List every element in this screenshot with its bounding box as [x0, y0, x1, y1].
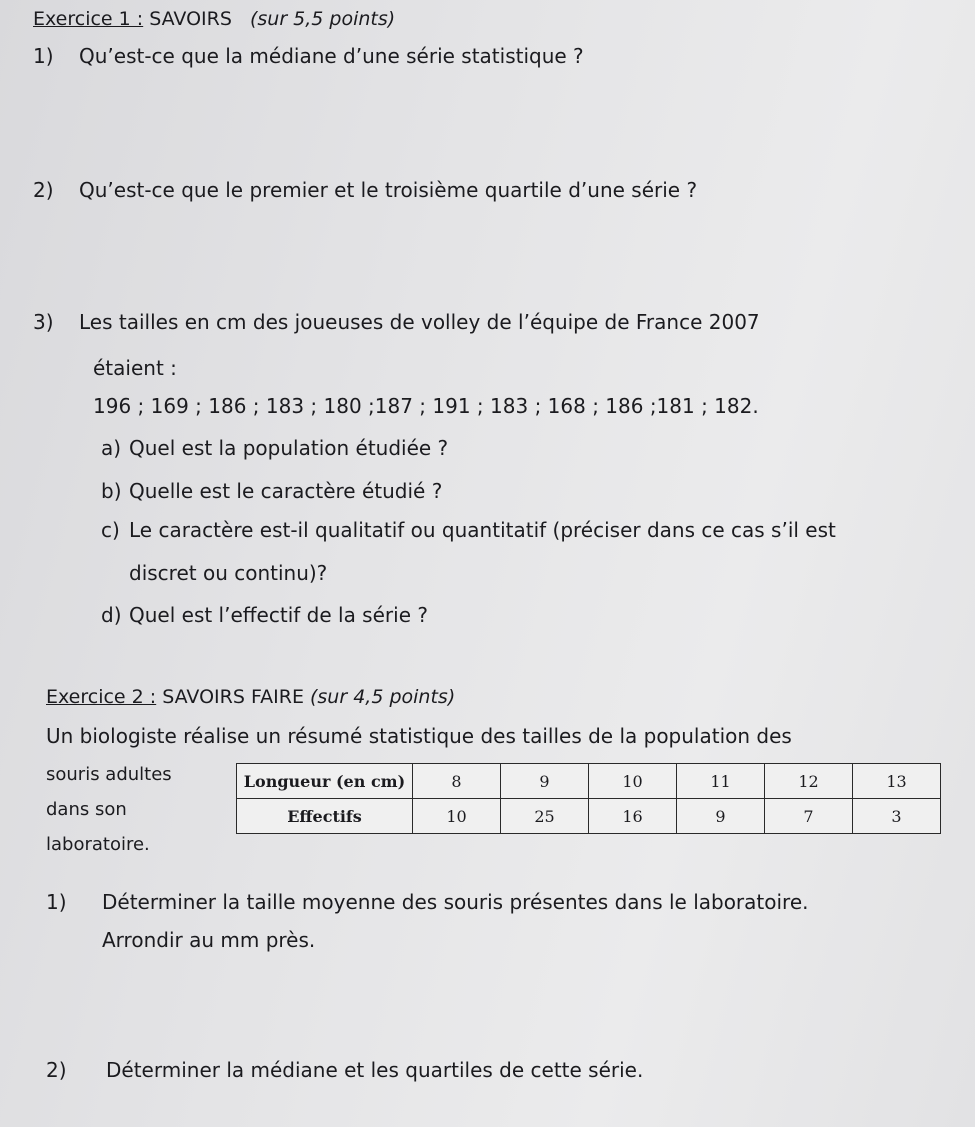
table-cell: 3: [853, 799, 941, 834]
ex1-question-3: [33, 310, 760, 334]
mice-length-table: [236, 763, 941, 834]
table-header-length: Longueur (en cm): [237, 764, 413, 799]
ex1-q1-number: 1): [33, 44, 54, 68]
ex1-q3-d-text: Quel est l’effectif de la série ?: [129, 603, 428, 627]
ex1-q3-c-label: c): [101, 518, 120, 542]
ex2-intro-line-2: dans son: [46, 799, 127, 820]
table-cell: 9: [501, 764, 589, 799]
exercise-1-header: [33, 8, 395, 30]
table-cell: 8: [413, 764, 501, 799]
ex2-question-2: [46, 1058, 643, 1082]
ex1-q2-number: 2): [33, 178, 54, 202]
ex2-q1-text: Déterminer la taille moyenne des souris présentes dans le laboratoire.: [102, 890, 809, 914]
ex1-q3-a-label: a): [101, 436, 122, 460]
table-cell: 10: [589, 764, 677, 799]
table-row-lengths: [237, 764, 941, 799]
table-header-counts: Effectifs: [237, 799, 413, 834]
exercise-2-name: SAVOIRS FAIRE: [162, 686, 304, 708]
table-cell: 9: [677, 799, 765, 834]
exercise-1-points: (sur 5,5 points): [249, 8, 396, 30]
exercise-1-title: Exercice 1 :: [33, 8, 144, 30]
ex1-q2-text: Qu’est-ce que le premier et le troisième quartile d’une série ?: [79, 178, 698, 202]
ex1-q3-b-label: b): [101, 479, 122, 503]
ex1-q3-c-text-continued: discret ou continu)?: [129, 561, 328, 585]
ex1-q3-values: 196 ; 169 ; 186 ; 183 ; 180 ;187 ; 191 ; 183 ; 168 ; 186 ;181 ; 182.: [93, 394, 759, 418]
table-cell: 25: [501, 799, 589, 834]
table-cell: 12: [765, 764, 853, 799]
ex1-q1-text: Qu’est-ce que la médiane d’une série statistique ?: [79, 44, 584, 68]
table-cell: 10: [413, 799, 501, 834]
ex1-q3-c-text: Le caractère est-il qualitatif ou quantitatif (préciser dans ce cas s’il est: [129, 518, 836, 542]
ex2-q2-text: Déterminer la médiane et les quartiles de cette série.: [106, 1058, 644, 1082]
ex1-q3-d: [101, 603, 428, 627]
ex1-question-2: [33, 178, 697, 202]
ex2-q2-number: 2): [46, 1058, 67, 1082]
ex1-q3-a: [101, 436, 448, 460]
ex2-q1-number: 1): [46, 890, 67, 914]
exercise-2-title: Exercice 2 :: [46, 686, 157, 708]
ex1-q3-text: Les tailles en cm des joueuses de volley de l’équipe de France 2007: [79, 310, 760, 334]
table-row-counts: [237, 799, 941, 834]
ex2-q1-text-continued: Arrondir au mm près.: [102, 928, 316, 952]
table-cell: 16: [589, 799, 677, 834]
table-cell: 7: [765, 799, 853, 834]
ex2-intro-line-3: laboratoire.: [46, 834, 150, 855]
ex1-q3-b: [101, 479, 442, 503]
ex1-q3-a-text: Quel est la population étudiée ?: [129, 436, 449, 460]
table-cell: 11: [677, 764, 765, 799]
ex2-question-1: [46, 890, 809, 914]
ex1-q3-text-continued: étaient :: [93, 356, 177, 380]
exercise-1-name: SAVOIRS: [149, 8, 232, 30]
ex1-q3-number: 3): [33, 310, 54, 334]
table-cell: 13: [853, 764, 941, 799]
ex2-intro-line-1: souris adultes: [46, 764, 172, 785]
exercise-2-header: [46, 686, 455, 708]
ex1-q3-d-label: d): [101, 603, 122, 627]
ex1-q3-c: [101, 518, 836, 542]
ex2-intro: Un biologiste réalise un résumé statistique des tailles de la population des: [46, 724, 792, 748]
ex1-q3-b-text: Quelle est le caractère étudié ?: [129, 479, 443, 503]
exercise-2-points: (sur 4,5 points): [310, 686, 456, 708]
ex1-question-1: [33, 44, 584, 68]
